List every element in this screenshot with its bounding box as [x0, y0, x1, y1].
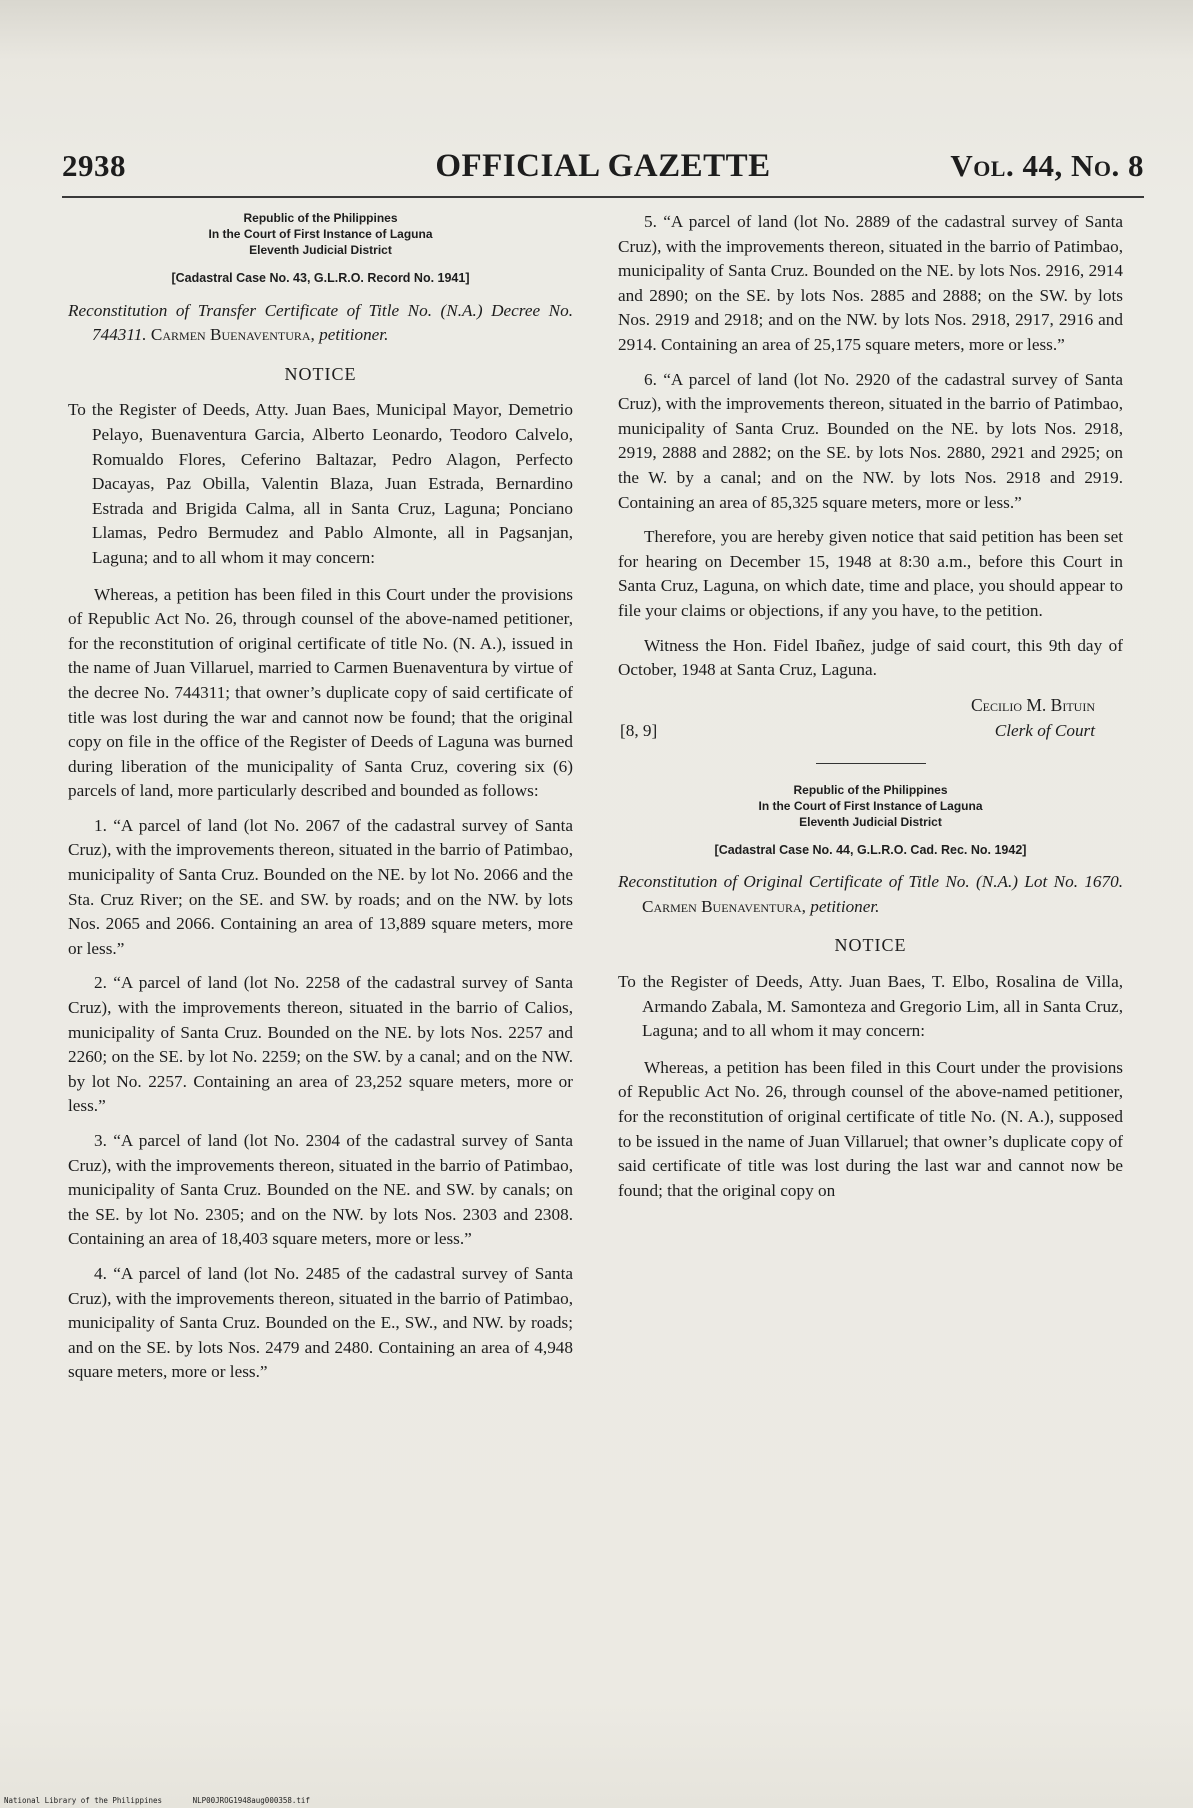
witness-paragraph: Witness the Hon. Fidel Ibañez, judge of said court, this 9th day of October, 1948 at Santa Cruz, Laguna.	[618, 635, 1123, 680]
notice-heading: NOTICE	[284, 363, 357, 384]
therefore-paragraph: Therefore, you are hereby given notice that said petition has been set for hearing on December 15, 1948 at 8:30 a.m., before this Court in Santa Cruz, Laguna, on which date, time and place, you should appear to file your claims or objections, if any you have, to the petition.	[618, 527, 1123, 620]
file-name: NLP00JROG1948aug000358.tif	[192, 1796, 310, 1805]
left-column	[68, 210, 573, 1395]
section-divider	[816, 763, 926, 764]
case-reference: [Cadastral Case No. 43, G.L.R.O. Record No. 1941]	[171, 271, 470, 285]
case-title: Reconstitution of Transfer Certificate of Title No. (N.A.) Decree No. 744311. Carmen Buenaventura, petitioner.	[68, 300, 573, 345]
addressees: To the Register of Deeds, Atty. Juan Baes, T. Elbo, Rosalina de Villa, Armando Zabala, M. Samonteza and Gregorio Lim, all in Santa Cruz, Laguna; and to all whom it may concern:	[618, 972, 1123, 1041]
court-caption: Republic of the Philippines In the Court of First Instance of Laguna Eleventh Judicial District	[758, 782, 983, 829]
page-number: 2938	[62, 148, 126, 183]
volume-label: Vol. 44, No. 8	[950, 148, 1144, 183]
signature-block	[618, 693, 1123, 745]
parcel-paragraph: 3. “A parcel of land (lot No. 2304 of the cadastral survey of Santa Cruz), with the improvements thereon, situated in the barrio of Patimbao, municipality of Santa Cruz. Bounded on the NE. and SW. by canals; on the SE. by lot No. 2305; and on the NW. by lots Nos. 2303 and 2308. Containing an area of 18,403 square meters, more or less.”	[68, 1131, 573, 1249]
court-caption: Republic of the Philippines In the Court of First Instance of Laguna Eleventh Judicial District	[208, 211, 433, 257]
right-column	[618, 210, 1123, 1213]
parcel-paragraph: 6. “A parcel of land (lot No. 2920 of the cadastral survey of Santa Cruz), with the improvements thereon, situated in the barrio of Patimbao, municipality of Santa Cruz. Bounded on the NE. by lots Nos. 2918, 2919, 2888 and 2882; on the SE. by lots Nos. 2880, 2921 and 2925; on the W. by a canal; and on the NW. by lots Nos. 2918 and 2919. Containing an area of 85,325 square meters, more or less.”	[618, 369, 1123, 512]
addressees: To the Register of Deeds, Atty. Juan Baes, Municipal Mayor, Demetrio Pelayo, Buenaventura Garcia, Alberto Leonardo, Teodoro Calvelo, Romualdo Flores, Ceferino Baltazar, Pedro Alagon, Perfecto Dacayas, Paz Obilla, Valentin Blaza, Juan Estrada, Bernardino Estrada and Brigida Calma, all in Santa Cruz, Laguna; Ponciano Llamas, Pedro Bermudez and Pablo Almonte, all in Pagsanjan, Laguna; and to all whom it may concern:	[68, 400, 573, 567]
issue-reference: [8, 9]	[620, 720, 658, 740]
signatory-name: Cecilio M. Bituin	[970, 694, 1095, 715]
gazette-title: OFFICIAL GAZETTE	[435, 148, 771, 184]
library-credit: National Library of the Philippines	[4, 1796, 163, 1805]
page-header	[62, 148, 1144, 188]
parcel-paragraph: 1. “A parcel of land (lot No. 2067 of the cadastral survey of Santa Cruz), with the improvements thereon, situated in the barrio of Patimbao, municipality of Santa Cruz. Bounded on the NE. by lot No. 2066 and the Sta. Cruz River; on the SE. and SW. by roads; and on the NW. by lots Nos. 2065 and 2066. Containing an area of 13,889 square meters, more or less.”	[68, 815, 573, 958]
parcel-paragraph: 4. “A parcel of land (lot No. 2485 of the cadastral survey of Santa Cruz), with the improvements thereon, situated in the barrio of Patimbao, municipality of Santa Cruz. Bounded on the E., SW., and NW. by roads; and on the SE. by lots Nos. 2479 and 2480. Containing an area of 4,948 square meters, more or less.”	[68, 1263, 573, 1382]
notice-heading: NOTICE	[834, 935, 907, 956]
signatory-title: Clerk of Court	[994, 720, 1095, 740]
whereas-paragraph: Whereas, a petition has been filed in this Court under the provisions of Republic Act No. 26, through counsel of the above-named petitioner, for the reconstitution of original certificate of title No. (N. A.), issued in the name of Juan Villaruel, married to Carmen Buenaventura by virtue of the decree No. 744311; that owner’s duplicate copy of said certificate of title was lost during the war and cannot now be found; that the original copy on file in the office of the Register of Deeds of Laguna was burned during liberation of the municipality of Santa Cruz, covering six (6) parcels of land, more particularly described and bounded as follows:	[68, 584, 573, 801]
parcel-paragraph: 5. “A parcel of land (lot No. 2889 of the cadastral survey of Santa Cruz), with the improvements thereon, situated in the barrio of Patimbao, municipality of Santa Cruz. Bounded on the NE. by lots Nos. 2916, 2914 and 2890; on the SE. by lots Nos. 2885 and 2888; on the SW. by lots Nos. 2919 and 2918; and on the NW. by lots Nos. 2918, 2917, 2916 and 2914. Containing an area of 25,175 square meters, more or less.”	[618, 212, 1123, 354]
header-rule	[62, 196, 1144, 198]
case-title: Reconstitution of Original Certificate of Title No. (N.A.) Lot No. 1670. Carmen Buenaventura, petitioner.	[618, 872, 1123, 916]
whereas-paragraph: Whereas, a petition has been filed in this Court under the provisions of Republic Act No. 26, through counsel of the above-named petitioner, for the reconstitution of original certificate of title No. (N. A.), supposed to be issued in the name of Juan Villaruel; that owner’s duplicate copy of said certificate of title was lost during the last war and cannot now be found; that the original copy on	[618, 1057, 1123, 1200]
case-reference: [Cadastral Case No. 44, G.L.R.O. Cad. Rec. No. 1942]	[714, 842, 1027, 857]
parcel-paragraph: 2. “A parcel of land (lot No. 2258 of the cadastral survey of Santa Cruz), with the improvements thereon, situated in the barrio of Calios, municipality of Santa Cruz. Bounded on the NE. by lots Nos. 2257 and 2260; on the SE. by lot No. 2259; on the SW. by a canal; and on the NW. by lot No. 2257. Containing an area of 23,252 square meters, more or less.”	[68, 973, 573, 1116]
scan-footer	[4, 1796, 336, 1805]
